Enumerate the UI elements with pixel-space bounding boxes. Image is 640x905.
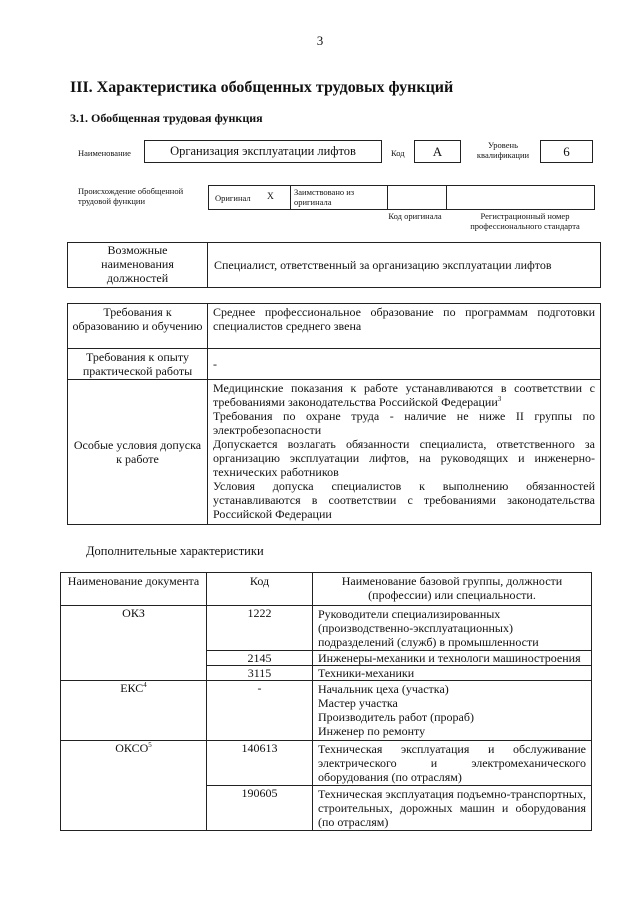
- code-cell: 190605: [207, 786, 313, 831]
- requirement-row: [68, 349, 601, 380]
- name-cell: [313, 681, 592, 741]
- positions-label: Возможные наименования должностей: [68, 243, 208, 288]
- function-code-field: А: [414, 140, 461, 163]
- doc-cell: [61, 741, 207, 831]
- requirement-value: [208, 380, 601, 525]
- borrowed-label: Заимствовано из оригинала: [294, 187, 355, 207]
- requirement-paragraph: Допускается возлагать обязанности специалиста, ответственного за организацию эксплуатации лифтов, на руководящих и инженерно-технических работников: [213, 437, 595, 479]
- name-cell: Руководители специализированных (производственно-эксплуатационных) подразделений (служб) в промышленности: [313, 606, 592, 651]
- origin-divider: [446, 186, 447, 209]
- requirement-paragraph: Среднее профессиональное образование по программам подготовки специалистов среднего звена: [213, 305, 595, 333]
- requirement-paragraph-text: Медицинские показания к работе устанавливаются в соответствии с требованиями законодательства Российской Федерации: [213, 381, 595, 409]
- requirement-label: Требования к образованию и обучению: [68, 304, 208, 349]
- requirement-row: [68, 380, 601, 525]
- name-cell: Техники-механики: [313, 666, 592, 681]
- position-line: Производитель работ (прораб): [318, 710, 474, 724]
- original-mark: Х: [267, 192, 274, 202]
- requirement-paragraph: -: [213, 357, 217, 371]
- code-original-caption: Код оригинала: [388, 211, 442, 221]
- table-row: [61, 681, 592, 741]
- function-name-field: Организация эксплуатации лифтов: [144, 140, 382, 163]
- page-number: 3: [316, 33, 324, 48]
- name-cell: Инженеры-механики и технологи машиностроения: [313, 651, 592, 666]
- requirement-row: [68, 304, 601, 349]
- additional-table: [60, 572, 592, 831]
- table-row: [61, 741, 592, 786]
- header-name: Наименование базовой группы, должности (профессии) или специальности.: [313, 573, 592, 606]
- section-title: III. Характеристика обобщенных трудовых функций: [70, 79, 454, 96]
- origin-table: [208, 185, 595, 210]
- additional-header-row: [61, 573, 592, 606]
- doc-cell: [61, 681, 207, 741]
- requirement-paragraph: Условия допуска специалистов к выполнению обязанностей устанавливаются в соответствии с требованиями законодательства Российской Федерации: [213, 479, 595, 521]
- requirement-label: Особые условия допуска к работе: [68, 380, 208, 525]
- qualification-level-label: Уровень квалификации: [476, 140, 530, 160]
- additional-title: Дополнительные характеристики: [86, 544, 264, 558]
- code-cell: 140613: [207, 741, 313, 786]
- requirements-table: [67, 303, 601, 525]
- code-cell: 3115: [207, 666, 313, 681]
- requirement-label: Требования к опыту практической работы: [68, 349, 208, 380]
- footnote-ref: 3: [497, 395, 502, 403]
- position-line: Мастер участка: [318, 696, 398, 710]
- requirement-paragraph: [213, 381, 595, 409]
- origin-divider: [290, 186, 291, 209]
- function-name-label: Наименование: [78, 148, 131, 158]
- name-cell: Техническая эксплуатация и обслуживание электрического и электромеханического оборудования (по отраслям): [313, 741, 592, 786]
- requirement-value: [208, 304, 601, 349]
- code-cell: 2145: [207, 651, 313, 666]
- qualification-level-field: 6: [540, 140, 593, 163]
- subsection-title: 3.1. Обобщенная трудовая функция: [70, 111, 263, 125]
- table-row: [61, 606, 592, 651]
- requirement-paragraph: Требования по охране труда - наличие не ниже II группы по электробезопасности: [213, 409, 595, 437]
- positions-table: [67, 242, 601, 288]
- positions-value: Специалист, ответственный за организацию эксплуатации лифтов: [208, 243, 601, 288]
- code-cell: 1222: [207, 606, 313, 651]
- origin-label: Происхождение обобщенной трудовой функции: [78, 186, 184, 206]
- doc-cell: [61, 606, 207, 681]
- function-code-label: Код: [391, 148, 405, 158]
- doc-name: ЕКС: [120, 681, 144, 695]
- code-cell: -: [207, 681, 313, 741]
- doc-name: ОКЗ: [122, 606, 145, 620]
- header-doc: Наименование документа: [61, 573, 207, 606]
- reg-number-caption: Регистрационный номер профессионального стандарта: [470, 211, 580, 231]
- doc-name: ОКСО: [115, 741, 149, 755]
- footnote-ref: 4: [143, 681, 147, 689]
- header-code: Код: [207, 573, 313, 606]
- position-line: Начальник цеха (участка): [318, 682, 449, 696]
- position-line: Инженер по ремонту: [318, 724, 426, 738]
- name-cell: Техническая эксплуатация подъемно-транспортных, строительных, дорожных машин и оборудования (по отраслям): [313, 786, 592, 831]
- footnote-ref: 5: [148, 741, 152, 749]
- requirement-value: [208, 349, 601, 380]
- origin-divider: [387, 186, 388, 209]
- original-label: Оригинал: [215, 193, 251, 203]
